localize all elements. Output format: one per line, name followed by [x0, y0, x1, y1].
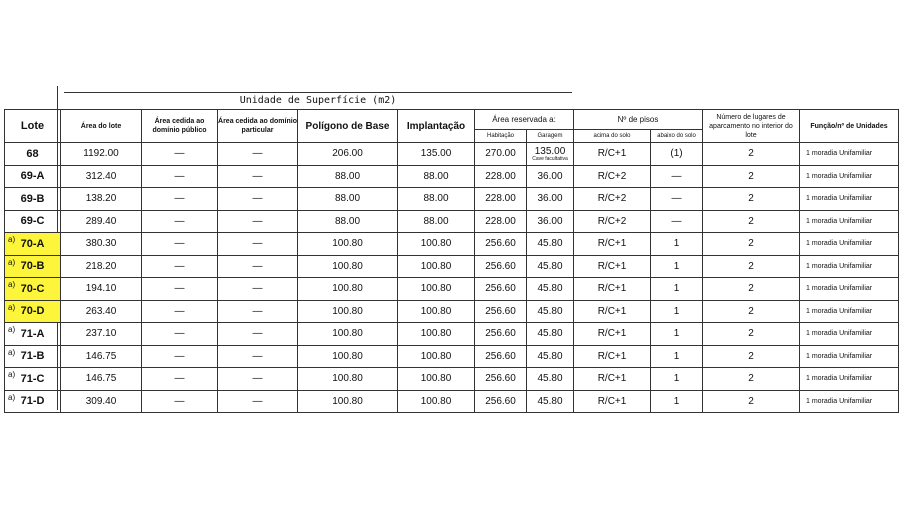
pisos-acima-cell: R/C+1: [574, 143, 651, 166]
garagem-cell: 45.80: [527, 233, 574, 256]
poligono-cell: 88.00: [298, 165, 398, 188]
table-row: [5, 323, 899, 346]
lot-id-cell: [5, 233, 61, 256]
habitacao-cell: 256.60: [475, 278, 527, 301]
lot-id: 68: [26, 147, 39, 160]
implantacao-cell: 100.80: [398, 368, 475, 391]
col-header-area-particular: Área cedida ao domínio particular: [218, 110, 298, 143]
poligono-cell: 100.80: [298, 300, 398, 323]
lot-schedule-table: [4, 109, 899, 413]
table-row: [5, 165, 899, 188]
implantacao-cell: 88.00: [398, 210, 475, 233]
habitacao-cell: 256.60: [475, 323, 527, 346]
lot-id: 70-D: [20, 305, 45, 318]
funcao-cell: 1 moradia Unifamiliar: [800, 165, 899, 188]
footnote-marker: a): [8, 370, 16, 379]
table-row: [5, 255, 899, 278]
funcao-cell: 1 moradia Unifamiliar: [800, 143, 899, 166]
habitacao-cell: 256.60: [475, 233, 527, 256]
lugares-cell: 2: [703, 165, 800, 188]
col-header-pisos: Nº de pisos: [574, 110, 703, 130]
lot-id: 69-A: [20, 170, 45, 183]
poligono-cell: 100.80: [298, 368, 398, 391]
area-lote-cell: 194.10: [61, 278, 142, 301]
area-particular-cell: —: [218, 278, 298, 301]
col-header-abaixo: abaixo do solo: [651, 130, 703, 143]
poligono-cell: 88.00: [298, 188, 398, 211]
area-lote-cell: 309.40: [61, 390, 142, 413]
garagem-cell: 45.80: [527, 345, 574, 368]
pisos-acima-cell: R/C+1: [574, 300, 651, 323]
poligono-cell: 206.00: [298, 143, 398, 166]
area-publico-cell: —: [142, 300, 218, 323]
area-publico-cell: —: [142, 188, 218, 211]
lot-id-cell: [5, 210, 61, 233]
habitacao-cell: 228.00: [475, 210, 527, 233]
habitacao-cell: 256.60: [475, 368, 527, 391]
footnote-marker: a): [8, 302, 16, 312]
funcao-cell: 1 moradia Unifamiliar: [800, 210, 899, 233]
lot-id: 71-D: [20, 395, 45, 408]
lot-id-cell: [5, 300, 61, 323]
habitacao-cell: 228.00: [475, 165, 527, 188]
implantacao-cell: 100.80: [398, 390, 475, 413]
habitacao-cell: 256.60: [475, 300, 527, 323]
lot-id: 69-B: [20, 192, 45, 205]
pisos-acima-cell: R/C+1: [574, 345, 651, 368]
poligono-cell: 100.80: [298, 233, 398, 256]
habitacao-cell: 256.60: [475, 345, 527, 368]
pisos-abaixo-cell: 1: [651, 255, 703, 278]
area-particular-cell: —: [218, 255, 298, 278]
implantacao-cell: 100.80: [398, 233, 475, 256]
col-header-poligono: Polígono de Base: [298, 110, 398, 143]
habitacao-cell: 256.60: [475, 255, 527, 278]
lugares-cell: 2: [703, 188, 800, 211]
habitacao-cell: 256.60: [475, 390, 527, 413]
funcao-cell: 1 moradia Unifamiliar: [800, 278, 899, 301]
pisos-abaixo-cell: 1: [651, 390, 703, 413]
lugares-cell: 2: [703, 255, 800, 278]
poligono-cell: 100.80: [298, 390, 398, 413]
table-row: [5, 210, 899, 233]
table-row: [5, 368, 899, 391]
col-header-funcao: Função/nº de Unidades: [800, 110, 899, 143]
pisos-abaixo-cell: 1: [651, 233, 703, 256]
table-row: [5, 188, 899, 211]
area-lote-cell: 138.20: [61, 188, 142, 211]
area-lote-cell: 263.40: [61, 300, 142, 323]
poligono-cell: 100.80: [298, 278, 398, 301]
implantacao-cell: 88.00: [398, 188, 475, 211]
area-particular-cell: —: [218, 368, 298, 391]
garagem-cell: 36.00: [527, 165, 574, 188]
funcao-cell: 1 moradia Unifamiliar: [800, 390, 899, 413]
lugares-cell: 2: [703, 368, 800, 391]
area-lote-cell: 146.75: [61, 345, 142, 368]
habitacao-cell: 270.00: [475, 143, 527, 166]
table-row: [5, 233, 899, 256]
col-header-area-publico: Área cedida ao domínio público: [142, 110, 218, 143]
area-particular-cell: —: [218, 345, 298, 368]
habitacao-cell: 228.00: [475, 188, 527, 211]
funcao-cell: 1 moradia Unifamiliar: [800, 345, 899, 368]
footnote-marker: a): [8, 257, 16, 267]
area-particular-cell: —: [218, 143, 298, 166]
lot-id: 71-C: [20, 372, 45, 385]
area-particular-cell: —: [218, 188, 298, 211]
area-particular-cell: —: [218, 390, 298, 413]
pisos-acima-cell: R/C+1: [574, 390, 651, 413]
funcao-cell: 1 moradia Unifamiliar: [800, 368, 899, 391]
garagem-value: 135.00: [534, 145, 566, 157]
col-header-lote: Lote: [5, 110, 61, 143]
lot-id: 71-A: [20, 327, 45, 340]
lot-id: 70-A: [20, 237, 45, 250]
pisos-acima-cell: R/C+1: [574, 255, 651, 278]
pisos-acima-cell: R/C+1: [574, 323, 651, 346]
area-lote-cell: 312.40: [61, 165, 142, 188]
implantacao-cell: 100.80: [398, 323, 475, 346]
pisos-acima-cell: R/C+1: [574, 368, 651, 391]
garagem-cell: 45.80: [527, 323, 574, 346]
lot-id: 71-B: [20, 350, 45, 363]
lot-id-cell: [5, 278, 61, 301]
lot-id: 70-B: [20, 260, 45, 273]
garagem-note: Cave facultativa: [532, 155, 568, 162]
area-particular-cell: —: [218, 165, 298, 188]
pisos-abaixo-cell: 1: [651, 345, 703, 368]
col-header-area-reservada: Área reservada a:: [475, 110, 574, 130]
garagem-cell: 45.80: [527, 255, 574, 278]
implantacao-cell: 88.00: [398, 165, 475, 188]
area-publico-cell: —: [142, 345, 218, 368]
lot-id: 69-C: [20, 215, 45, 228]
table-row: [5, 345, 899, 368]
poligono-cell: 100.80: [298, 323, 398, 346]
table-row: [5, 143, 899, 166]
area-particular-cell: —: [218, 233, 298, 256]
area-publico-cell: —: [142, 368, 218, 391]
lugares-cell: 2: [703, 210, 800, 233]
pisos-abaixo-cell: 1: [651, 278, 703, 301]
garagem-cell: 45.80: [527, 390, 574, 413]
area-lote-cell: 289.40: [61, 210, 142, 233]
lot-id-cell: [5, 165, 61, 188]
col-header-habitacao: Habitação: [475, 130, 527, 143]
area-lote-cell: 1192.00: [61, 143, 142, 166]
pisos-abaixo-cell: (1): [651, 143, 703, 166]
lot-id-cell: [5, 188, 61, 211]
poligono-cell: 100.80: [298, 345, 398, 368]
lugares-cell: 2: [703, 345, 800, 368]
lugares-cell: 2: [703, 300, 800, 323]
col-header-garagem: Garagem: [527, 130, 574, 143]
lot-id-cell: [5, 345, 61, 368]
area-particular-cell: —: [218, 210, 298, 233]
implantacao-cell: 100.80: [398, 300, 475, 323]
area-lote-cell: 146.75: [61, 368, 142, 391]
poligono-cell: 100.80: [298, 255, 398, 278]
area-publico-cell: —: [142, 233, 218, 256]
table-row: [5, 300, 899, 323]
pisos-abaixo-cell: —: [651, 188, 703, 211]
implantacao-cell: 100.80: [398, 278, 475, 301]
area-lote-cell: 237.10: [61, 323, 142, 346]
lot-id-cell: [5, 143, 61, 166]
col-header-lugares: Número de lugares de aparcamento no interior do lote: [703, 110, 800, 143]
pisos-acima-cell: R/C+1: [574, 278, 651, 301]
poligono-cell: 88.00: [298, 210, 398, 233]
lugares-cell: 2: [703, 390, 800, 413]
funcao-cell: 1 moradia Unifamiliar: [800, 323, 899, 346]
lot-id-cell: [5, 323, 61, 346]
area-publico-cell: —: [142, 143, 218, 166]
area-publico-cell: —: [142, 165, 218, 188]
area-particular-cell: —: [218, 323, 298, 346]
lugares-cell: 2: [703, 143, 800, 166]
pisos-abaixo-cell: —: [651, 165, 703, 188]
implantacao-cell: 100.80: [398, 255, 475, 278]
lot-id-cell: [5, 255, 61, 278]
area-publico-cell: —: [142, 278, 218, 301]
pisos-abaixo-cell: 1: [651, 368, 703, 391]
funcao-cell: 1 moradia Unifamiliar: [800, 233, 899, 256]
footnote-marker: a): [8, 325, 16, 334]
garagem-cell: 36.00: [527, 188, 574, 211]
footnote-marker: a): [8, 347, 16, 357]
funcao-cell: 1 moradia Unifamiliar: [800, 255, 899, 278]
footnote-marker: a): [8, 235, 16, 244]
area-lote-cell: 380.30: [61, 233, 142, 256]
table-row: [5, 390, 899, 413]
implantacao-cell: 100.80: [398, 345, 475, 368]
garagem-cell: 45.80: [527, 300, 574, 323]
implantacao-cell: 135.00: [398, 143, 475, 166]
pisos-abaixo-cell: 1: [651, 300, 703, 323]
lot-id-cell: [5, 390, 61, 413]
pisos-acima-cell: R/C+2: [574, 165, 651, 188]
pisos-acima-cell: R/C+2: [574, 210, 651, 233]
pisos-acima-cell: R/C+2: [574, 188, 651, 211]
area-publico-cell: —: [142, 390, 218, 413]
pisos-abaixo-cell: —: [651, 210, 703, 233]
garagem-cell: 45.80: [527, 278, 574, 301]
pisos-abaixo-cell: 1: [651, 323, 703, 346]
unit-title: Unidade de Superfície (m2): [239, 95, 397, 106]
table-row: [5, 278, 899, 301]
funcao-cell: 1 moradia Unifamiliar: [800, 300, 899, 323]
funcao-cell: 1 moradia Unifamiliar: [800, 188, 899, 211]
footnote-marker: a): [8, 392, 16, 402]
garagem-cell: 36.00: [527, 210, 574, 233]
garagem-cell: 45.80: [527, 368, 574, 391]
pisos-acima-cell: R/C+1: [574, 233, 651, 256]
lot-id-cell: [5, 368, 61, 391]
area-publico-cell: —: [142, 323, 218, 346]
garagem-cell: [527, 143, 574, 166]
lugares-cell: 2: [703, 278, 800, 301]
area-publico-cell: —: [142, 255, 218, 278]
lot-id: 70-C: [20, 282, 45, 295]
col-header-area-lote: Área do lote: [61, 110, 142, 143]
footnote-marker: a): [8, 280, 16, 289]
area-particular-cell: —: [218, 300, 298, 323]
col-header-implantacao: Implantação: [398, 110, 475, 143]
area-publico-cell: —: [142, 210, 218, 233]
lugares-cell: 2: [703, 233, 800, 256]
col-header-acima: acima do solo: [574, 130, 651, 143]
area-lote-cell: 218.20: [61, 255, 142, 278]
lugares-cell: 2: [703, 323, 800, 346]
